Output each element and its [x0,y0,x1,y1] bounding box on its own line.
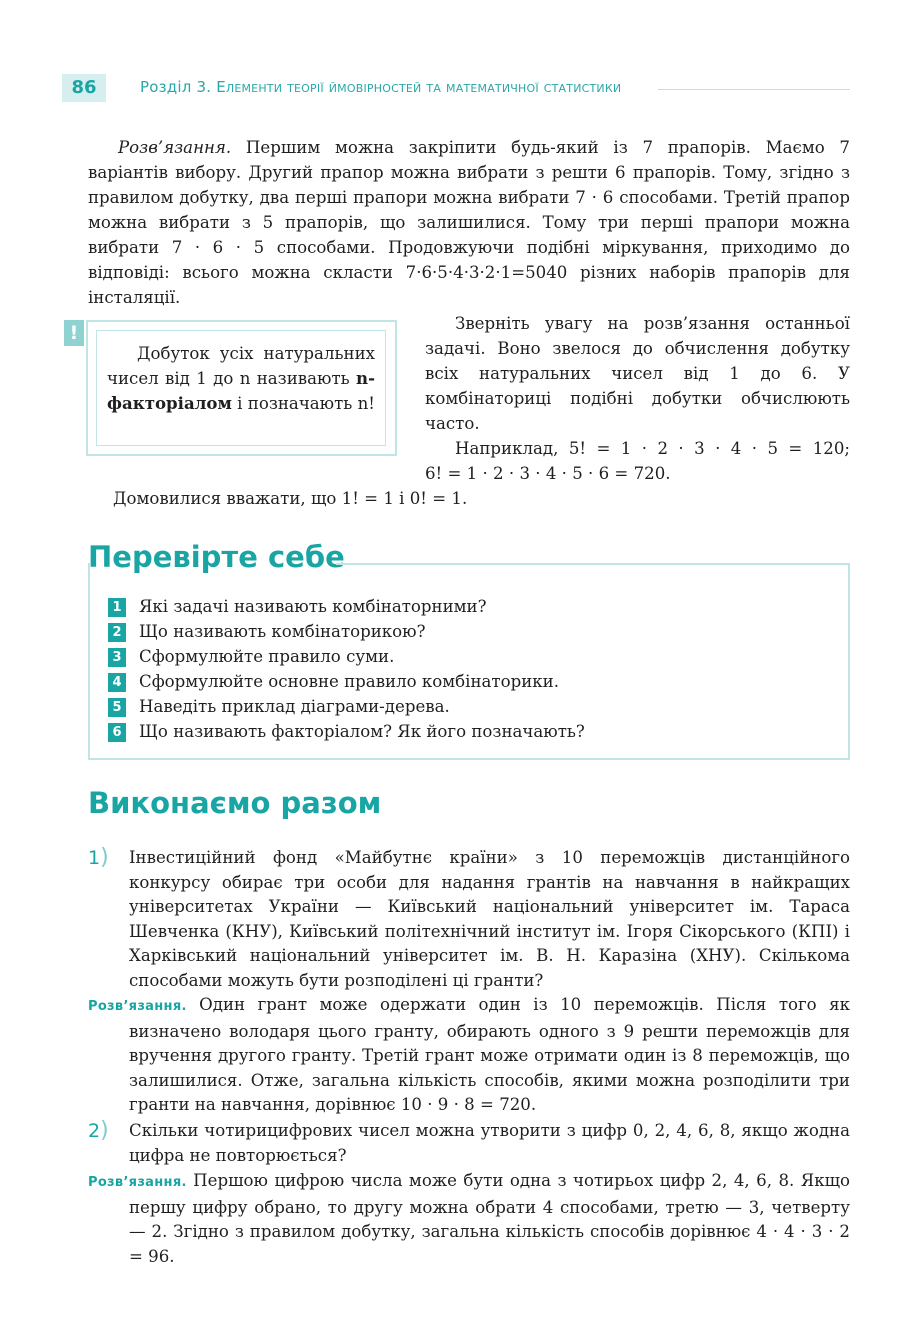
header-rule [658,89,850,90]
definition-term: n-факторіалом [107,368,375,413]
question-number: 2 [108,623,126,642]
question-item: 3 Сформулюйте правило суми. [108,646,394,668]
question-number: 5 [108,698,126,717]
solution-label: Розв’язання. [88,999,187,1014]
note-paragraph: Зверніть увагу на розв’язання останньої задачі. Воно звелося до обчислення добутку всіх натуральних чисел від 1 до 6. У комбінаториці подібні добутки обчислюють часто. [425,314,850,433]
solution-label: Розв’язання. [88,1175,187,1190]
question-number: 4 [108,673,126,692]
intro-text: Першим можна закріпити будь-який із 7 прапорів. Маємо 7 варіантів вибору. Другий прапор можна вибрати з решти 6 прапорів. Тому, згідно з правилом добутку, два перші прапори можна вибрати 7 · 6 способами. Третій прапор можна вибрати з 5 прапорів, що залишилися. Тому три перші прапори можна вибрати 7 · 6 · 5 способами. Продовжуючи подібні міркування, приходимо до відповіді: всього можна скласти 7·6·5·4·3·2·1=5040 різних наборів прапорів для інсталяції. [88,138,850,307]
together-title: Виконаємо разом [88,786,382,820]
chapter-label: Розділ 3. [140,78,212,96]
task-problem: Скільки чотирицифрових чисел можна утворити з цифр 0, 2, 4, 6, 8, якщо жодна цифра не повторюється? [129,1121,850,1165]
question-item: 1 Які задачі називають комбінаторними? [108,596,487,618]
chapter-title: Елементи теорії ймовірностей та математичної статистики [216,78,622,96]
check-yourself-title: Перевірте себе [88,540,345,574]
intro-label: Розв’язання. [118,138,232,157]
question-number: 1 [108,598,126,617]
question-item: 5 Наведіть приклад діаграми-дерева. [108,696,450,718]
task-number: 1) [88,845,109,870]
page-number: 86 [62,74,106,102]
question-number: 6 [108,723,126,742]
example-line-1: Наприклад, 5! = 1 · 2 · 3 · 4 · 5 = 120; [455,439,850,458]
task-number: 2) [88,1118,109,1143]
intro-paragraph [88,135,850,310]
running-header [140,78,621,96]
question-item: 6 Що називають факторіалом? Як його позначають? [108,721,585,743]
question-number: 3 [108,648,126,667]
task-problem: Інвестиційний фонд «Майбутнє країни» з 10 переможців дистанційного конкурсу обирає три особи для надання грантів на навчання в найкращих університетах України — Київський національний університет ім. Тараса Шевченка (КНУ), Київський політехнічний інститут ім. Ігоря Сікорського (КПІ) і Харківський національний університет ім. В. Н. Каразіна (ХНУ). Скількома способами можуть бути розподілені ці гранти? [129,848,850,990]
definition-text: Добуток усіх натуральних чисел від 1 до n називають n-факторіалом і позначають n! [107,344,375,413]
example-line-2: 6! = 1 · 2 · 3 · 4 · 5 · 6 = 720. [425,464,671,483]
task-solution: Розв’язання. Першою цифрою числа може бути одна з чотирьох цифр 2, 4, 6, 8. Якщо першу цифру обрано, то другу можна обрати 4 способами, третю — 3, четверту — 2. Згідно з правилом добутку, загальна кількість способів дорівнює 4 · 4 · 3 · 2 = 96. [88,1171,850,1266]
agreement-line: Домовилися вважати, що 1! = 1 і 0! = 1. [113,489,468,508]
exclamation-icon: ! [64,320,84,346]
task-solution: Розв’язання. Один грант може одержати один із 10 переможців. Після того як визначено володаря цього гранту, обирають одного з 9 решти переможців для вручення другого гранту. Третій грант може отримати один із 8 переможців, що залишилися. Отже, загальна кількість способів, якими можна розподілити три гранти на навчання, дорівнює 10 · 9 · 8 = 720. [88,995,850,1114]
question-item: 2 Що називають комбінаторикою? [108,621,426,643]
definition-box [96,330,386,446]
question-item: 4 Сформулюйте основне правило комбінаторики. [108,671,559,693]
